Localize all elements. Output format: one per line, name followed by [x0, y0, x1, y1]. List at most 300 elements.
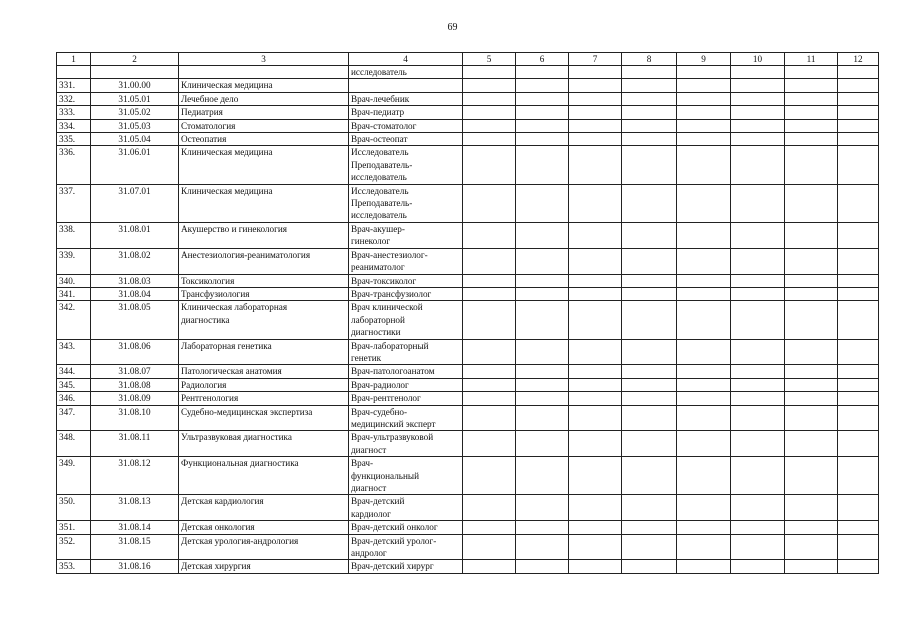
empty-cell-col-12 [838, 287, 879, 300]
qualification-line: Преподаватель- [351, 198, 413, 209]
specialty-code: 31.08.01 [91, 222, 179, 248]
empty-cell-col-9 [677, 365, 731, 378]
empty-cell-col-5 [463, 457, 516, 495]
qualification [349, 119, 463, 132]
table-row [57, 339, 879, 365]
empty-cell-col-7 [569, 339, 622, 365]
empty-cell-col-10 [731, 392, 785, 405]
specialty-name [179, 339, 349, 365]
specialty-name-line: Акушерство и гинекология [181, 223, 288, 234]
specialty-name-line: Анестезиология-реаниматология [181, 249, 311, 260]
empty-cell-col-7 [569, 287, 622, 300]
table-row [57, 79, 879, 92]
empty-cell-col-8 [622, 222, 677, 248]
empty-cell-col-5 [463, 133, 516, 146]
qualification [349, 378, 463, 391]
row-number: 331. [57, 79, 91, 92]
empty-cell-col-5 [463, 184, 516, 222]
specialty-code: 31.08.12 [91, 457, 179, 495]
specialty-name-line: Радиология [181, 379, 227, 390]
table-row [57, 431, 879, 457]
empty-cell-col-12 [838, 274, 879, 287]
empty-cell-col-12 [838, 534, 879, 560]
specialty-name [179, 184, 349, 222]
specialty-name [179, 119, 349, 132]
qualification-line: исследователь [351, 172, 407, 183]
empty-cell-col-5 [463, 119, 516, 132]
specialty-name-line: Лечебное дело [181, 93, 239, 104]
table-row [57, 301, 879, 339]
empty-cell-col-8 [622, 287, 677, 300]
empty-cell-col-9 [677, 184, 731, 222]
qualification [349, 133, 463, 146]
qualification-line: Исследователь [351, 147, 409, 158]
table-row [57, 378, 879, 391]
empty-cell-col-9 [677, 405, 731, 431]
empty-cell-col-6 [516, 339, 569, 365]
row-number: 342. [57, 301, 91, 339]
empty-cell-col-8 [622, 184, 677, 222]
specialty-name [179, 392, 349, 405]
empty-cell-col-10 [731, 365, 785, 378]
empty-cell-col-5 [463, 274, 516, 287]
specialty-code: 31.08.14 [91, 521, 179, 534]
table-row [57, 560, 879, 573]
empty-cell-col-6 [516, 431, 569, 457]
table-row [57, 287, 879, 300]
empty-cell-col-12 [838, 66, 879, 79]
table-row [57, 405, 879, 431]
empty-cell-col-10 [731, 248, 785, 274]
empty-cell-col-12 [838, 133, 879, 146]
empty-cell-col-10 [731, 431, 785, 457]
header-row [57, 53, 879, 66]
empty-cell-col-8 [622, 560, 677, 573]
table-row [57, 457, 879, 495]
table-row [57, 92, 879, 105]
empty-cell-col-7 [569, 79, 622, 92]
empty-cell-col-7 [569, 133, 622, 146]
empty-cell-col-6 [516, 521, 569, 534]
specialty-name [179, 248, 349, 274]
empty-cell-col-11 [785, 119, 838, 132]
header-cell: 3 [179, 53, 349, 66]
row-number: 332. [57, 92, 91, 105]
header-cell: 5 [463, 53, 516, 66]
qualification [349, 66, 463, 79]
specialty-name [179, 431, 349, 457]
empty-cell-col-10 [731, 457, 785, 495]
qualification [349, 431, 463, 457]
empty-cell-col-5 [463, 495, 516, 521]
row-number: 343. [57, 339, 91, 365]
qualification [349, 301, 463, 339]
qualification [349, 222, 463, 248]
empty-cell-col-11 [785, 222, 838, 248]
specialty-name [179, 222, 349, 248]
empty-cell-col-6 [516, 378, 569, 391]
specialty-code: 31.05.02 [91, 106, 179, 119]
empty-cell-col-10 [731, 274, 785, 287]
empty-cell-col-8 [622, 301, 677, 339]
qualification-line: гинеколог [351, 236, 391, 247]
specialty-code: 31.08.09 [91, 392, 179, 405]
row-number: 346. [57, 392, 91, 405]
qualification-line: Преподаватель- [351, 159, 413, 170]
specialty-name-line: Клиническая медицина [181, 147, 273, 158]
empty-cell-col-7 [569, 119, 622, 132]
row-number: 352. [57, 534, 91, 560]
specialty-code: 31.00.00 [91, 79, 179, 92]
specialty-name [179, 495, 349, 521]
empty-cell-col-7 [569, 378, 622, 391]
empty-cell-col-11 [785, 431, 838, 457]
empty-cell-col-5 [463, 365, 516, 378]
empty-cell-col-6 [516, 534, 569, 560]
empty-cell-col-9 [677, 378, 731, 391]
qualification-line: медицинский эксперт [351, 418, 436, 429]
row-number: 341. [57, 287, 91, 300]
specialty-code: 31.08.13 [91, 495, 179, 521]
qualification-line: Врач-детский [351, 496, 405, 507]
empty-cell-col-10 [731, 495, 785, 521]
row-number: 351. [57, 521, 91, 534]
specialty-name-line: Патологическая анатомия [181, 366, 282, 377]
table-row [57, 534, 879, 560]
empty-cell-col-5 [463, 79, 516, 92]
empty-cell-col-10 [731, 92, 785, 105]
empty-cell-col-10 [731, 560, 785, 573]
table-row [57, 106, 879, 119]
empty-cell-col-7 [569, 457, 622, 495]
empty-cell-col-10 [731, 79, 785, 92]
specialty-name [179, 106, 349, 119]
empty-cell-col-5 [463, 92, 516, 105]
empty-cell-col-9 [677, 457, 731, 495]
empty-cell-col-5 [463, 222, 516, 248]
empty-cell-col-9 [677, 392, 731, 405]
specialty-name-line: Детская хирургия [181, 561, 251, 572]
empty-cell-col-7 [569, 184, 622, 222]
specialty-name-line: Клиническая медицина [181, 80, 273, 91]
specialty-code: 31.05.03 [91, 119, 179, 132]
empty-cell-col-11 [785, 457, 838, 495]
empty-cell-col-5 [463, 378, 516, 391]
specialty-name [179, 457, 349, 495]
qualification-line: Врач-рентгенолог [351, 393, 421, 404]
specialty-name-line: Детская кардиология [181, 496, 264, 507]
empty-cell-col-11 [785, 365, 838, 378]
row-number: 337. [57, 184, 91, 222]
empty-cell-col-9 [677, 521, 731, 534]
empty-cell-col-11 [785, 133, 838, 146]
empty-cell-col-6 [516, 106, 569, 119]
empty-cell-col-5 [463, 106, 516, 119]
empty-cell-col-5 [463, 534, 516, 560]
empty-cell-col-9 [677, 222, 731, 248]
specialty-name-line: Детская урология-андрология [181, 535, 299, 546]
empty-cell-col-5 [463, 248, 516, 274]
empty-cell-col-9 [677, 301, 731, 339]
empty-cell-col-11 [785, 339, 838, 365]
empty-cell-col-6 [516, 457, 569, 495]
empty-cell-col-12 [838, 146, 879, 184]
empty-cell-col-11 [785, 534, 838, 560]
empty-cell-col-6 [516, 146, 569, 184]
qualification-line: Врач-детский хирург [351, 561, 434, 572]
header-cell: 9 [677, 53, 731, 66]
qualification [349, 365, 463, 378]
qualification [349, 339, 463, 365]
empty-cell-col-6 [516, 66, 569, 79]
empty-cell-col-5 [463, 301, 516, 339]
empty-cell-col-8 [622, 79, 677, 92]
empty-cell-col-6 [516, 365, 569, 378]
qualification-line: Врач-лечебник [351, 93, 410, 104]
empty-cell-col-9 [677, 431, 731, 457]
empty-cell-col-8 [622, 378, 677, 391]
empty-cell-col-9 [677, 339, 731, 365]
specialty-name-line: Функциональная диагностика [181, 458, 299, 469]
qualification [349, 106, 463, 119]
empty-cell-col-11 [785, 146, 838, 184]
empty-cell-col-11 [785, 301, 838, 339]
specialty-name [179, 274, 349, 287]
specialty-code: 31.05.01 [91, 92, 179, 105]
empty-cell-col-11 [785, 392, 838, 405]
empty-cell-col-6 [516, 287, 569, 300]
qualification-line: Врач-судебно- [351, 406, 408, 417]
qualification-line: Исследователь [351, 185, 409, 196]
empty-cell-col-9 [677, 92, 731, 105]
empty-cell-col-8 [622, 431, 677, 457]
specialty-name-line: Стоматология [181, 120, 236, 131]
specialty-code: 31.08.03 [91, 274, 179, 287]
empty-cell-col-8 [622, 495, 677, 521]
empty-cell-col-5 [463, 431, 516, 457]
empty-cell-col-7 [569, 248, 622, 274]
table-row [57, 222, 879, 248]
empty-cell-col-8 [622, 534, 677, 560]
table-row [57, 146, 879, 184]
empty-cell-col-11 [785, 79, 838, 92]
empty-cell-col-10 [731, 301, 785, 339]
table-row [57, 495, 879, 521]
qualification-line: генетик [351, 352, 382, 363]
empty-cell-col-10 [731, 222, 785, 248]
specialty-code: 31.08.07 [91, 365, 179, 378]
empty-cell-col-11 [785, 66, 838, 79]
specialty-code: 31.06.01 [91, 146, 179, 184]
qualification [349, 184, 463, 222]
header-cell: 6 [516, 53, 569, 66]
empty-cell-col-6 [516, 92, 569, 105]
specialty-code: 31.08.08 [91, 378, 179, 391]
empty-cell-col-12 [838, 248, 879, 274]
empty-cell-col-8 [622, 339, 677, 365]
empty-cell-col-12 [838, 392, 879, 405]
empty-cell-col-9 [677, 146, 731, 184]
qualification-line: андролог [351, 548, 387, 559]
empty-cell-col-10 [731, 378, 785, 391]
table-row [57, 365, 879, 378]
empty-cell-col-12 [838, 119, 879, 132]
specialty-name [179, 133, 349, 146]
empty-cell-col-10 [731, 184, 785, 222]
header-cell: 10 [731, 53, 785, 66]
specialty-code: 31.08.15 [91, 534, 179, 560]
specialty-code: 31.05.04 [91, 133, 179, 146]
row-number [57, 66, 91, 79]
empty-cell-col-8 [622, 248, 677, 274]
empty-cell-col-7 [569, 301, 622, 339]
qualification-line: исследователь [351, 67, 407, 77]
qualification [349, 274, 463, 287]
table-row [57, 133, 879, 146]
empty-cell-col-11 [785, 495, 838, 521]
empty-cell-col-10 [731, 339, 785, 365]
specialty-code: 31.08.11 [91, 431, 179, 457]
row-number: 349. [57, 457, 91, 495]
qualification-line: Врач-ультразвуковой [351, 432, 434, 443]
empty-cell-col-12 [838, 222, 879, 248]
table-row [57, 119, 879, 132]
empty-cell-col-7 [569, 495, 622, 521]
header-cell: 2 [91, 53, 179, 66]
empty-cell-col-10 [731, 146, 785, 184]
empty-cell-col-8 [622, 66, 677, 79]
empty-cell-col-5 [463, 405, 516, 431]
empty-cell-col-12 [838, 301, 879, 339]
specialty-name [179, 534, 349, 560]
empty-cell-col-8 [622, 133, 677, 146]
empty-cell-col-9 [677, 274, 731, 287]
qualification-line: Врач-лабораторный [351, 340, 429, 351]
qualification-line: Врач-радиолог [351, 379, 409, 390]
qualification [349, 560, 463, 573]
qualification-line: Врач-токсиколог [351, 275, 417, 286]
qualification [349, 495, 463, 521]
empty-cell-col-7 [569, 146, 622, 184]
specialty-code: 31.08.05 [91, 301, 179, 339]
specialty-name-line: Остеопатия [181, 134, 227, 145]
empty-cell-col-9 [677, 534, 731, 560]
qualification [349, 248, 463, 274]
empty-cell-col-7 [569, 534, 622, 560]
empty-cell-col-8 [622, 119, 677, 132]
qualification-line: Врач- [351, 458, 374, 469]
specialty-name-line: Лабораторная генетика [181, 340, 272, 351]
empty-cell-col-11 [785, 405, 838, 431]
empty-cell-col-11 [785, 92, 838, 105]
specialty-name-line: Детская онкология [181, 522, 255, 533]
specialty-name [179, 146, 349, 184]
specialty-table [56, 52, 879, 574]
header-cell: 1 [57, 53, 91, 66]
empty-cell-col-6 [516, 301, 569, 339]
specialty-name-line: Клиническая лабораторная [181, 302, 288, 313]
specialty-code: 31.08.10 [91, 405, 179, 431]
specialty-name [179, 521, 349, 534]
empty-cell-col-12 [838, 365, 879, 378]
row-number: 334. [57, 119, 91, 132]
empty-cell-col-7 [569, 365, 622, 378]
qualification-line: Врач-остеопат [351, 134, 408, 145]
empty-cell-col-5 [463, 560, 516, 573]
specialty-name [179, 405, 349, 431]
empty-cell-col-8 [622, 392, 677, 405]
empty-cell-col-6 [516, 495, 569, 521]
row-number: 333. [57, 106, 91, 119]
empty-cell-col-8 [622, 365, 677, 378]
qualification-line: Врач-детский онколог [351, 522, 438, 533]
empty-cell-col-6 [516, 133, 569, 146]
empty-cell-col-7 [569, 92, 622, 105]
empty-cell-col-8 [622, 146, 677, 184]
qualification [349, 287, 463, 300]
empty-cell-col-12 [838, 106, 879, 119]
empty-cell-col-7 [569, 392, 622, 405]
empty-cell-col-12 [838, 457, 879, 495]
row-number: 353. [57, 560, 91, 573]
qualification [349, 146, 463, 184]
row-number: 336. [57, 146, 91, 184]
empty-cell-col-9 [677, 495, 731, 521]
row-number: 345. [57, 378, 91, 391]
specialty-name-line: Рентгенология [181, 393, 239, 404]
empty-cell-col-6 [516, 184, 569, 222]
empty-cell-col-8 [622, 405, 677, 431]
specialty-name [179, 365, 349, 378]
header-cell: 8 [622, 53, 677, 66]
qualification [349, 534, 463, 560]
specialty-name-line: Судебно-медицинская экспертиза [181, 406, 313, 417]
empty-cell-col-9 [677, 66, 731, 79]
qualification-line: Врач-анестезиолог- [351, 249, 428, 260]
empty-cell-col-6 [516, 392, 569, 405]
specialty-name [179, 287, 349, 300]
row-number: 340. [57, 274, 91, 287]
empty-cell-col-8 [622, 92, 677, 105]
empty-cell-col-9 [677, 287, 731, 300]
empty-cell-col-7 [569, 274, 622, 287]
page-number: 69 [447, 22, 458, 33]
qualification-line: исследователь [351, 210, 407, 221]
qualification-line: Врач-трансфузиолог [351, 288, 432, 299]
empty-cell-col-7 [569, 431, 622, 457]
qualification-line: Врач-стоматолог [351, 120, 417, 131]
row-number: 348. [57, 431, 91, 457]
row-number: 350. [57, 495, 91, 521]
empty-cell-col-5 [463, 392, 516, 405]
empty-cell-col-8 [622, 274, 677, 287]
specialty-name [179, 378, 349, 391]
empty-cell-col-10 [731, 106, 785, 119]
empty-cell-col-11 [785, 106, 838, 119]
empty-cell-col-9 [677, 248, 731, 274]
header-cell: 11 [785, 53, 838, 66]
empty-cell-col-6 [516, 405, 569, 431]
empty-cell-col-9 [677, 79, 731, 92]
qualification-line: функциональный [351, 470, 419, 481]
empty-cell-col-11 [785, 521, 838, 534]
empty-cell-col-12 [838, 184, 879, 222]
row-number: 339. [57, 248, 91, 274]
empty-cell-col-7 [569, 66, 622, 79]
empty-cell-col-7 [569, 560, 622, 573]
specialty-name [179, 92, 349, 105]
table-row [57, 248, 879, 274]
